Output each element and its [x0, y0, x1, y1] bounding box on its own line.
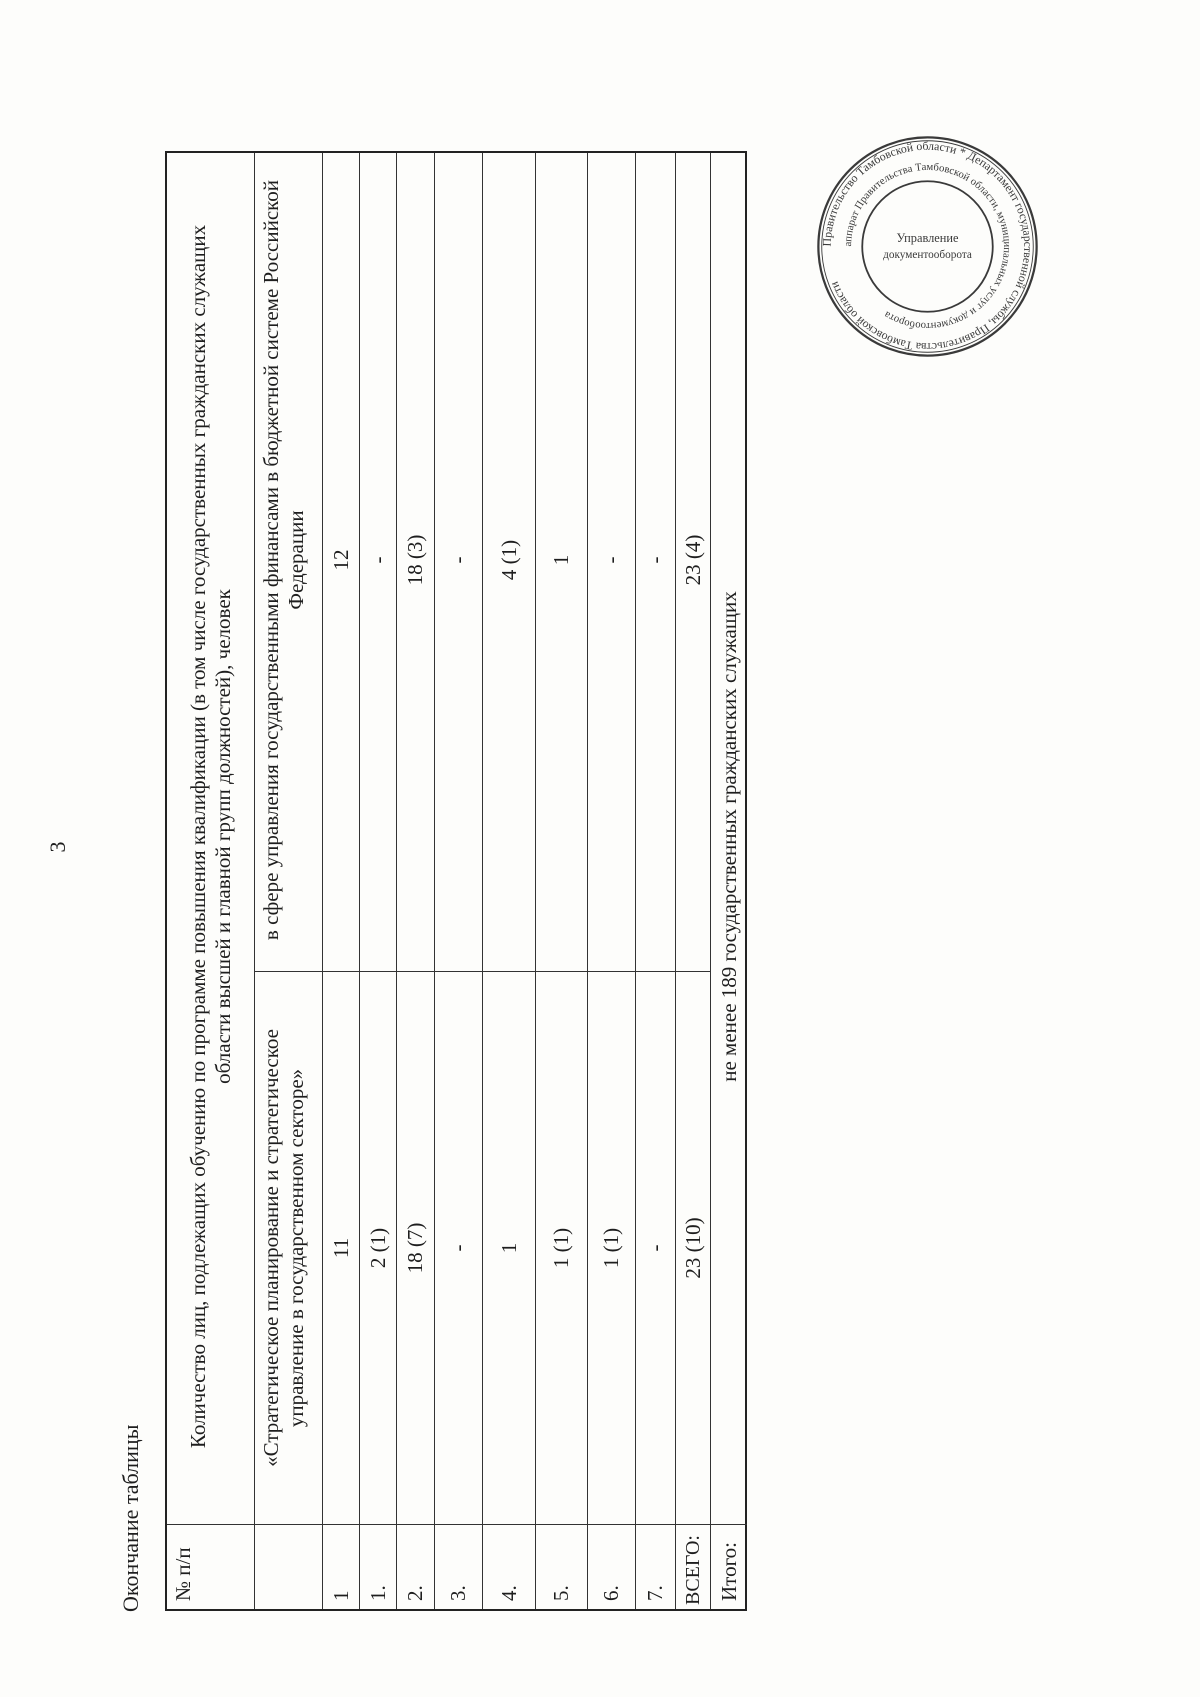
row-value-a: 1 (1) [536, 972, 587, 1525]
seal-inner-text: аппарат Правительства Тамбовской области, муниципальных услуг и документооборота [841, 160, 1014, 333]
row-num: 1. [365, 1585, 390, 1601]
table-header-row-1 [167, 153, 255, 1609]
header-main: Количество лиц, подлежащих обучению по программе повышения квалификации (в том числе государственных гражданских служащих области высшей и главной групп должностей), человек [167, 149, 254, 1525]
row-num: 3. [446, 1585, 470, 1601]
table-row [636, 153, 676, 1609]
row-value-a: 1 [483, 972, 535, 1525]
table-row [483, 153, 536, 1609]
table-header-row-2 [255, 153, 323, 1609]
table-row [588, 153, 636, 1609]
table-row [536, 153, 588, 1609]
row-value-a: - [636, 972, 675, 1525]
row-num: 4. [496, 1585, 521, 1601]
total-value-a: 23 (10) [676, 972, 710, 1525]
row-value-b: - [636, 149, 675, 972]
row-value-b: 18 (3) [397, 149, 434, 972]
row-value-a: 1 (1) [588, 972, 635, 1525]
row-num: 7. [643, 1585, 667, 1601]
row-value-a: 2 (1) [360, 972, 396, 1525]
row-num: 6. [599, 1585, 623, 1601]
seal-center-line-2: документооборота [883, 248, 972, 261]
page-number: 3 [45, 841, 70, 853]
header-num-empty [255, 1525, 322, 1609]
table-total-row [676, 153, 711, 1609]
row-value-b: 4 (1) [483, 149, 535, 972]
row-num: 1 [328, 1590, 353, 1601]
row-num: 2. [403, 1585, 427, 1601]
row-value-b: - [360, 149, 396, 972]
table-summary-row [711, 153, 747, 1609]
table-row [435, 153, 483, 1609]
total-label: ВСЕГО: [681, 1535, 704, 1605]
row-value-b: - [588, 149, 635, 972]
header-num: № п/п [171, 1547, 195, 1601]
row-value-b: 12 [323, 149, 359, 972]
row-value-a: 11 [323, 972, 359, 1525]
row-value-a: 18 (7) [397, 972, 434, 1525]
table-row [323, 153, 360, 1609]
summary-label: Итого: [716, 1542, 741, 1601]
row-value-b: - [435, 149, 482, 972]
table-row [360, 153, 397, 1609]
header-col-b: в сфере управления государственными финансами в бюджетной системе Российской Федерации [255, 149, 322, 972]
table-caption: Окончание таблицы [118, 1424, 143, 1612]
seal-outer-text: Правительство Тамбовской области * Департамент государственной службы, Правительства Тамбовской области [819, 138, 1036, 355]
table-row [397, 153, 435, 1609]
summary-value: не менее 189 государственных гражданских служащих [711, 149, 747, 1525]
total-value-b: 23 (4) [676, 149, 710, 972]
row-num: 5. [549, 1585, 573, 1601]
official-seal-icon [815, 134, 1040, 359]
data-table [165, 151, 747, 1611]
row-value-a: - [435, 972, 482, 1525]
seal-center-line-1: Управление [896, 231, 959, 245]
row-value-b: 1 [536, 149, 587, 972]
header-col-a: «Стратегическое планирование и стратегическое управление в государственном секторе» [255, 972, 322, 1525]
